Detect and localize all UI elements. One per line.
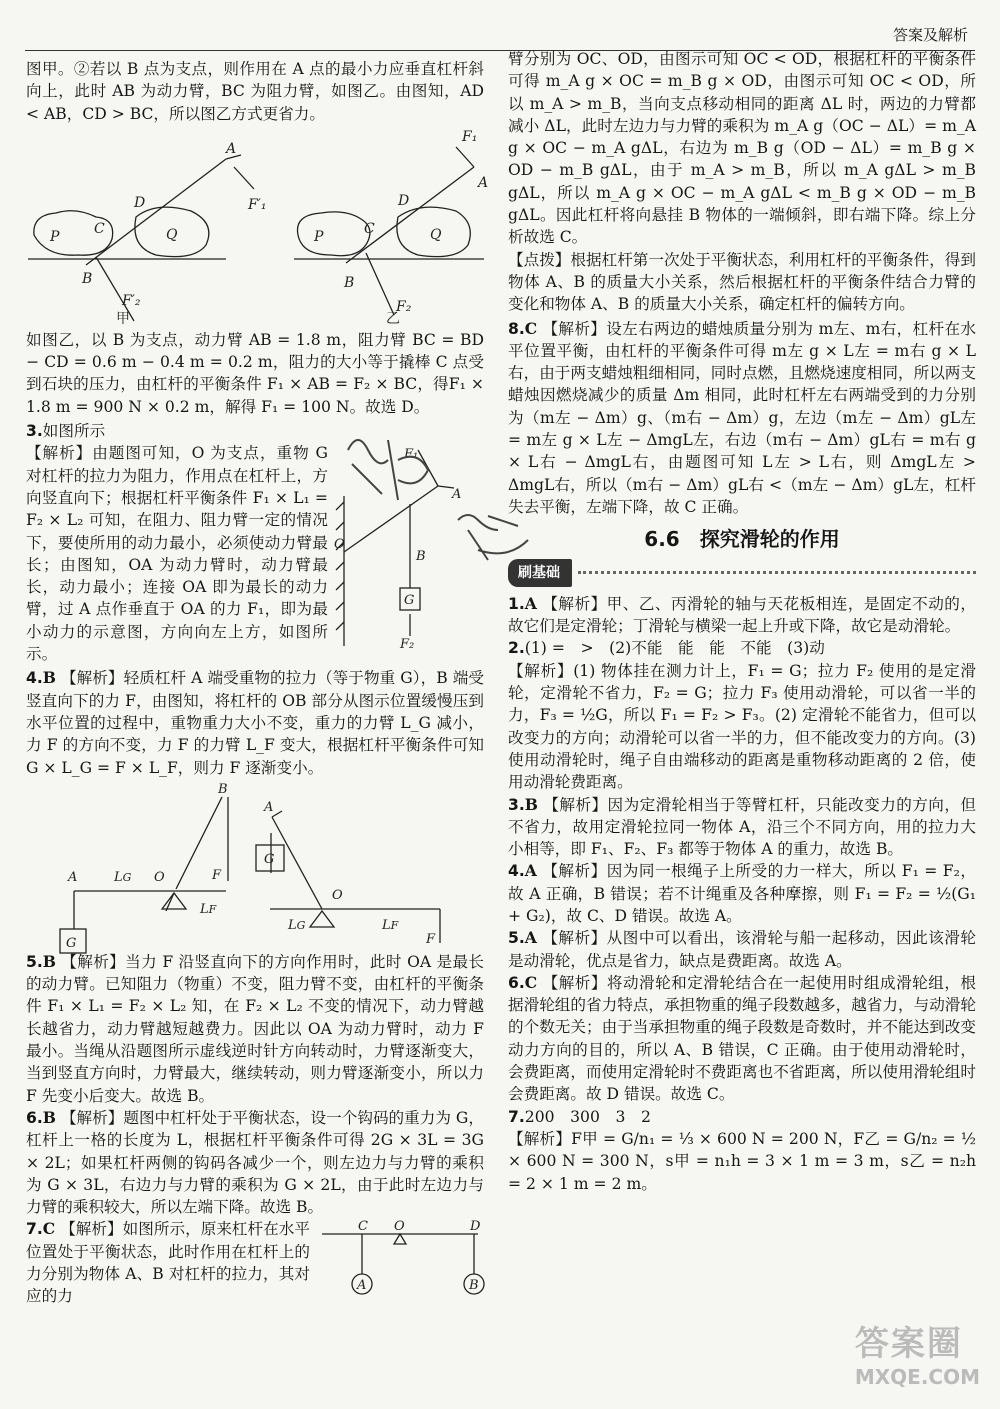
q8-text: 【解析】设左右两边的蜡烛质量分别为 m左、m右，杠杆在水平位置平衡，由杠杆的平衡条件可得 m左 g × L左 = m右 g × L右，由于两支蜡烛粗细相同，同时点燃，且燃烧速度相同，所以两支蜡烛因燃烧减少的质量 Δm 相同，此时杠杆左右两端受到的力分别为（m左 − Δm）g、（m右 − Δm）g，左边（m左 − Δm）gL左 = m左 g × L左 − ΔmgL左，右边（m右 − Δm）gL右 = m右 g × L右 − ΔmgL右，由题图可知 L左 > L右，则 ΔmgL左 > ΔmgL右，所以（m右 − Δm）gL右 <（m左 − Δm）gL左，杠杆失去平衡，左端下降，故 C 正确。 <box>508 319 976 516</box>
r6-num: 6. <box>508 973 525 992</box>
r7-num: 7. <box>508 1107 525 1126</box>
figure-q7-lever <box>316 1218 484 1304</box>
r7-answer: 200 300 3 2 <box>524 1107 651 1126</box>
label-yi: 乙 <box>386 310 400 327</box>
q4-label-A2: A <box>264 799 274 815</box>
r6-answer: C <box>524 972 538 992</box>
left-p1: 图甲。②若以 B 点为支点，则作用在 A 点的最小力应垂直杠杆斜向上，此时 AB 为动力臂，BC 为阻力臂，如图乙。由图知，AD < AB，CD > BC，所以图乙方式更省力。 <box>26 60 484 123</box>
r3-num: 3. <box>508 795 525 814</box>
label-F2: F₂ <box>396 298 412 315</box>
q7-label-D: D <box>470 1219 481 1235</box>
q4-label-O2: O <box>332 887 343 903</box>
r1-answer: A <box>524 593 537 613</box>
label-B2: B <box>344 274 355 291</box>
r5-answer: A <box>524 928 537 948</box>
r4-answer: A <box>524 861 537 881</box>
label-jia: 甲 <box>116 310 130 327</box>
q5-text: 【解析】当力 F 沿竖直向下的方向作用时，此时 OA 是最长的动力臂。已知阻力（物重）不变，阻力臂不变，由杠杆的平衡条件 F₁ × L₁ = F₂ × L₂ 知，在 F₂ × L₂ 不变的情况下，动力臂越长越省力，动力臂越短越费力。因此以 OA 为动力臂时，动力 F 最小。当绳从沿题图所示虚线逆时针方向转动时，力臂逐渐变大，当到竖直方向时，力臂最大，继续转动，则力臂逐渐变小，所以力 F 先变小后变大。故选 B。 <box>26 952 484 1105</box>
q7-continued: 臂分别为 OC、OD，由图示可知 OC < OD，根据杠杆的平衡条件可得 m_A g × OC = m_B g × OD，由图示可知 OC < OD，所以 m_A > m_B，当向支点移动相同的距离 ΔL 时，两边的力臂都减小 ΔL，此时左边力与力臂的乘积为 m_A g（OC − ΔL）= m_A g × OC − m_A gΔL，右边为 m_B g（OD − ΔL）= m_B g × OD − m_B gΔL，由于 m_A > m_B，所以 m_A gΔL > m_B gΔL，所以 m_A g × OC − m_A gΔL < m_B g × OD − m_B gΔL。因此杠杆将向悬挂 B 物体的一端倾斜，即右端下降。综上分析故选 C。 <box>508 50 976 247</box>
r7-text: 【解析】F甲 = G/n₁ = ⅓ × 600 N = 200 N，F乙 = G/n₂ = ½ × 600 N = 300 N，s甲 = n₁h = 3 × 1 m = 3 m，s乙 = n₂h = 2 × 1 m = 2 m。 <box>508 1129 976 1193</box>
q3-label-F1: F₁ <box>404 447 419 463</box>
q3-text: 【解析】由题图可知，O 为支点，重物 G 对杠杆的拉力为阻力，作用点在杠杆上，方向竖直向下；根据杠杆平衡条件 F₁ × L₁ = F₂ × L₂ 可知，在阻力、阻力臂一定的情况下，要使所用的动力最小，必须使动力臂最长；由图知，OA 为动力臂时，动力臂最长，动力最小；连接 OA 即为最长的动力臂，过 A 点作垂直于 OA 的力 F₁，即为最小动力的示意图，方向向左上方，如图所示。 <box>26 444 328 664</box>
header-title: 答案及解析 <box>892 26 968 44</box>
r2-num: 2. <box>508 639 525 658</box>
q4 <box>26 667 484 778</box>
label-Q2: Q <box>430 226 442 243</box>
q4-label-LF2: LF <box>382 917 399 933</box>
r1 <box>508 593 976 638</box>
q6-text: 【解析】题图中杠杆处于平衡状态，设一个钩码的重力为 G，杠杆上一格的长度为 L，根据杠杆平衡条件可得 2G × 3L = 3G × 2L；如果杠杆两侧的钩码各减少一个，则左边力与力臂的乘积为 G × 3L，右边力与力臂的乘积为 G × 2L，由于此时左边力与力臂的乘积较大，所以左端下降。故选 B。 <box>26 1108 484 1217</box>
q4-label-G2: G <box>264 851 275 867</box>
q4-label-O: O <box>154 869 165 885</box>
r7 <box>508 1106 976 1128</box>
watermark-logo: 答案圈 <box>854 1324 963 1364</box>
q7-tip: 【点拨】根据杠杆第一次处于平衡状态，利用杠杆的平衡条件，得到物体 A、B 的质量大小关系，然后根据杠杆的平衡条件结合力臂的变化和物体 A、B 的质量大小关系，确定杠杆的偏转方向。 <box>508 250 976 314</box>
q8 <box>508 318 976 519</box>
left-p2: 如图乙，以 B 为支点，动力臂 AB = 1.8 m，阻力臂 BC = BD − CD = 0.6 m − 0.4 m = 0.2 m，阻力的大小等于撬棒 C 点受到石块的压力，由杠杆的平衡条件 F₁ × AB = F₂ × BC，得F₁ × 1.8 m = 900 N × 0.2 m，解得 F₁ = 100 N。故选 D。 <box>26 330 484 416</box>
q4-label-LG2: LG <box>288 917 306 933</box>
r5 <box>508 927 976 972</box>
q7-label-B: B <box>469 1278 479 1294</box>
watermark <box>855 1316 980 1389</box>
q8-answer: C <box>524 318 538 338</box>
q7-label-O: O <box>394 1219 405 1235</box>
label-D2: D <box>398 192 410 209</box>
r4-text: 【解析】因为同一根绳子上所受的力一样大，所以 F₁ = F₂，故 A 正确，B 错误；若不计绳重及各种摩擦，则 F₁ = F₂ = ½(G₁ + G₂)，故 C、D 错误。故选 A。 <box>508 862 976 925</box>
label-D: D <box>134 194 146 211</box>
r4 <box>508 860 976 927</box>
figure-crowbar <box>26 127 489 327</box>
r3-text: 【解析】因为定滑轮相当于等臂杠杆，只能改变力的方向，但不省力，故用定滑轮拉同一物体 A，沿三个不同方向，用的拉力大小相等，即 F₁、F₂、F₃ 都等于物体 A 的重力，故选 B。 <box>508 795 976 859</box>
r1-num: 1. <box>508 594 525 613</box>
r1-text: 【解析】甲、乙、丙滑轮的轴与天花板相连，是固定不动的，故它们是定滑轮；丁滑轮与横梁一起上升或下降，故它是动滑轮。 <box>508 594 976 636</box>
label-F1: F₁ <box>462 128 478 145</box>
r3 <box>508 794 976 861</box>
section-badge <box>508 559 976 587</box>
q3-label-F2: F₂ <box>400 637 415 653</box>
q3-label-O: O <box>334 537 345 553</box>
r5-text: 【解析】从图中可以看出，该滑轮与船一起移动，因此该滑轮是动滑轮，优点是省力，缺点是费距离。故选 A。 <box>508 929 976 970</box>
label-B: B <box>82 270 93 287</box>
left-column <box>26 58 489 1308</box>
q5 <box>26 951 484 1107</box>
q4-text: 【解析】轻质杠杆 A 端受重物的拉力（等于物重 G），B 端受竖直向下的力 F，由图知，将杠杆的 OB 部分从图示位置缓慢压到水平位置的过程中，重物重力大小不变，重力的力臂 L_G 减小，力 F 的方向不变，力 F 的力臂 L_F 变大，根据杠杆平衡条件可知G × L_G = F × L_F，则力 F 逐渐变小。 <box>26 669 484 777</box>
q4-label-B: B <box>218 781 228 797</box>
q5-num: 5. <box>26 952 43 971</box>
q5-answer: B <box>42 951 56 971</box>
q7-label-C: C <box>358 1219 368 1235</box>
q4-label-F2: F <box>426 931 436 947</box>
badge-dots <box>578 571 976 574</box>
q3-label-G: G <box>404 593 415 609</box>
q6-num: 6. <box>26 1108 43 1127</box>
label-C2: C <box>364 220 375 237</box>
r6 <box>508 972 976 1106</box>
r2 <box>508 637 976 659</box>
q3-label-B: B <box>416 549 426 565</box>
label-F2p: F′₂ <box>122 292 141 309</box>
q8-num: 8. <box>508 319 525 338</box>
r5-num: 5. <box>508 929 525 948</box>
q3-label-A: A <box>452 487 462 503</box>
section-title: 6.6 探究滑轮的作用 <box>644 527 840 552</box>
q4-label-A: A <box>68 869 78 885</box>
right-column <box>508 48 976 1195</box>
r4-num: 4. <box>508 862 525 881</box>
r2-answer: (1) = > (2)不能 能 能 不能 (3)动 <box>524 639 825 658</box>
label-P2: P <box>314 228 324 245</box>
q7-label-A: A <box>357 1278 367 1294</box>
r3-answer: B <box>524 794 538 814</box>
figure-q4-lever <box>26 781 484 949</box>
watermark-url: MXQE.COM <box>854 1365 980 1389</box>
q7-text: 【解析】如图所示，原来杠杆在水平位置处于平衡状态，此时作用在杠杆上的力分别为物体 A、B 对杠杆的拉力，其对应的力 <box>26 1220 310 1306</box>
label-Q: Q <box>166 226 178 243</box>
q7-answer: C <box>42 1219 56 1239</box>
label-F1p: F′₁ <box>248 196 267 213</box>
q4-answer: B <box>42 668 56 688</box>
q6-answer: B <box>42 1107 56 1127</box>
q4-label-LG: LG <box>114 869 132 885</box>
r6-text: 【解析】将动滑轮和定滑轮结合在一起使用时组成滑轮组，根据滑轮组的省力特点，承担物重的绳子段数越多，越省力，与动滑轮的个数无关；由于当承担物重的绳子段数是奇数时，并不能达到改变动力方向的目的，所以 A、B 错误，C 正确。由于使用动滑轮时，会费距离，而使用定滑轮时不费距离也不省距离，所以使用滑轮组时会费距离。故 D 错误。故选 C。 <box>508 973 976 1104</box>
label-A2: A <box>478 174 489 191</box>
q7-num: 7. <box>26 1220 43 1239</box>
label-P: P <box>50 228 60 245</box>
q3-num: 3. <box>26 422 43 441</box>
q4-label-G: G <box>66 935 77 951</box>
r2-text: 【解析】(1) 物体挂在测力计上，F₁ = G；拉力 F₂ 使用的是定滑轮，定滑轮不省力，F₂ = G；拉力 F₃ 使用动滑轮，可以省一半的力，F₃ = ½G，所以 F₁ = F₂ > F₃。(2) 定滑轮不能省力，但可以改变力的方向；动滑轮可以省一半的力，但不能改变力的方向。(3) 使用动滑轮时，绳子自由端移动的距离是重物移动距离的 2 倍，使用动滑轮费距离。 <box>508 661 976 792</box>
q4-num: 4. <box>26 669 43 688</box>
badge-label: 刷基础 <box>508 559 572 587</box>
q6 <box>26 1107 484 1218</box>
q4-label-F: F <box>212 867 222 883</box>
q3-answer: 如图所示 <box>42 422 106 441</box>
label-A: A <box>226 140 237 157</box>
q4-label-LF: LF <box>200 901 217 917</box>
label-C: C <box>94 220 105 237</box>
